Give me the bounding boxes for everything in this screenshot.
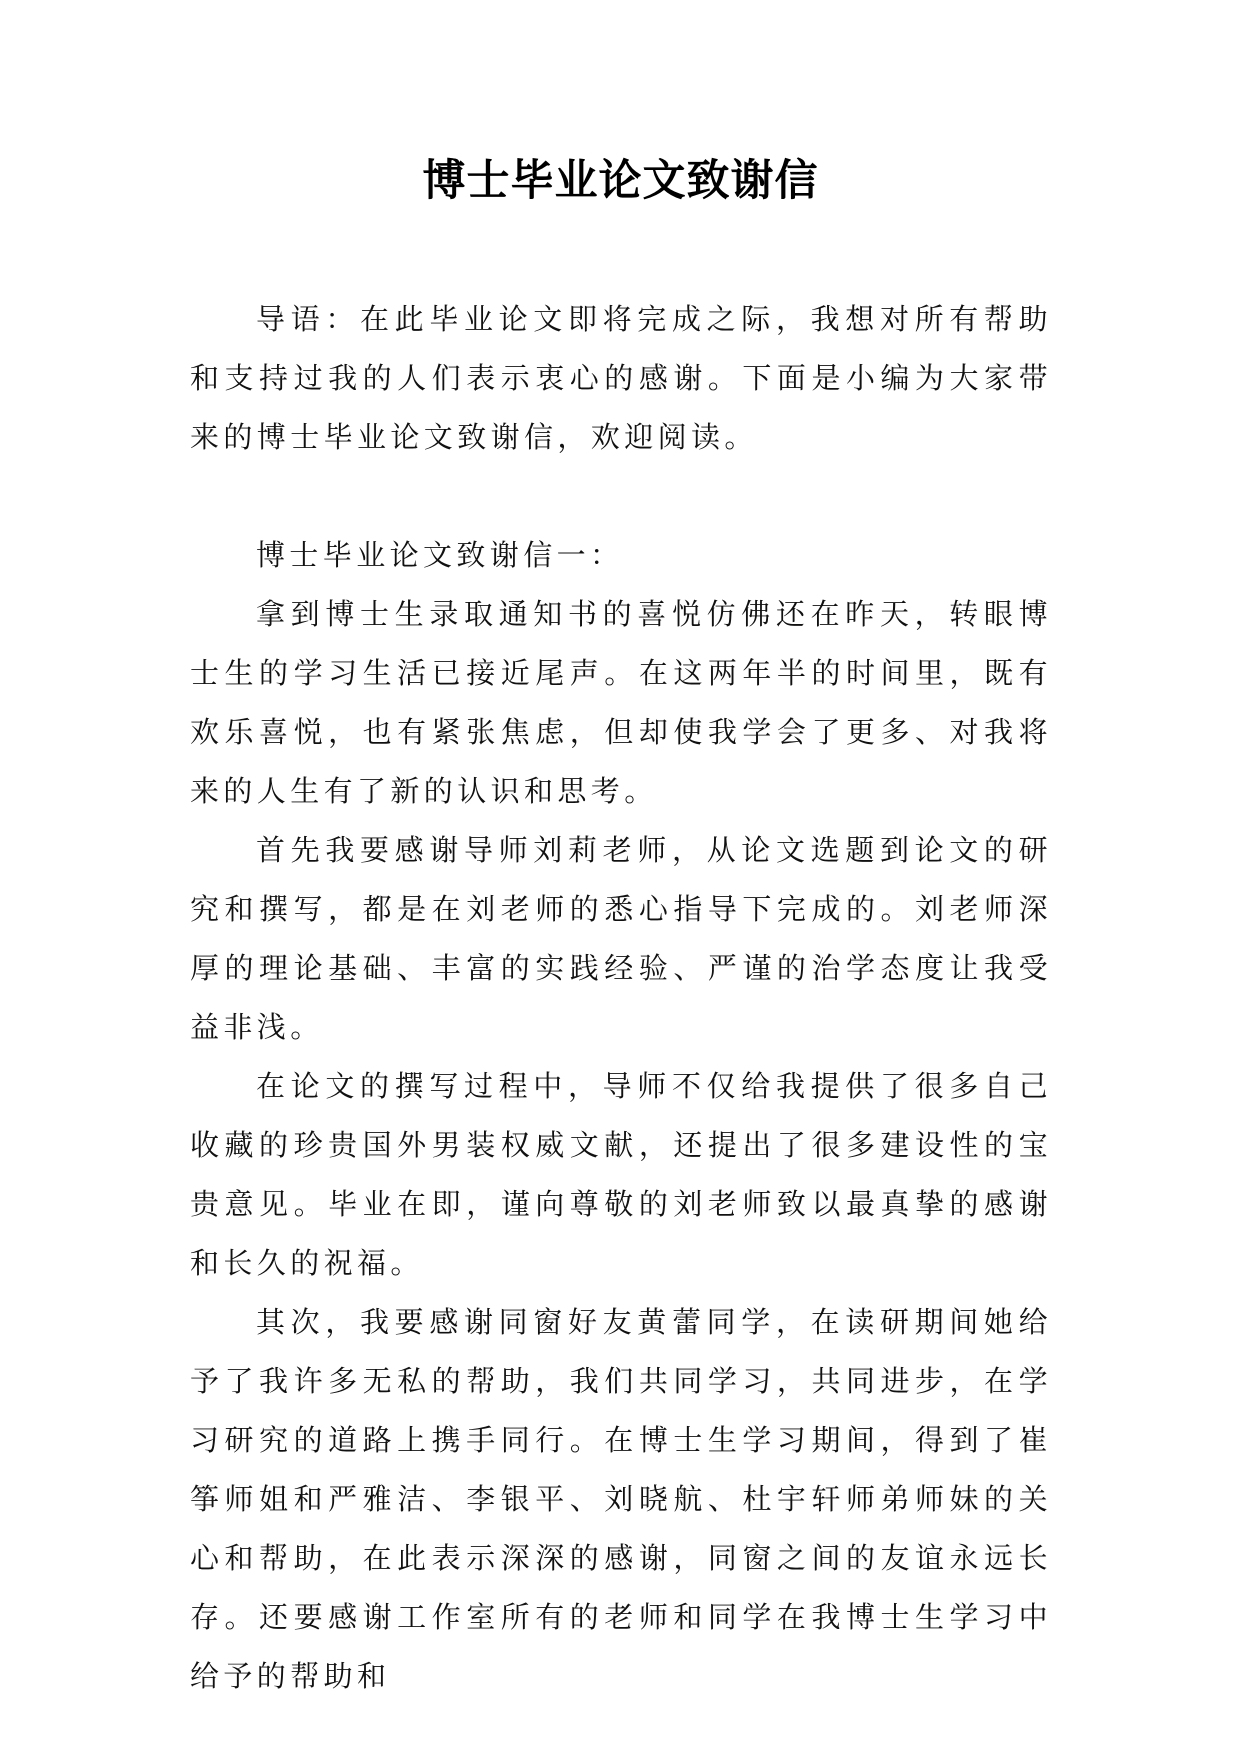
body-paragraph-1: 拿到博士生录取通知书的喜悦仿佛还在昨天，转眼博士生的学习生活已接近尾声。在这两年半的时间里，既有欢乐喜悦，也有紧张焦虑，但却使我学会了更多、对我将来的人生有了新的认识和思考。 [190,597,1052,808]
section-heading: 博士毕业论文致谢信一： [256,538,624,572]
body-paragraph-2: 首先我要感谢导师刘莉老师，从论文选题到论文的研究和撰写，都是在刘老师的悉心指导下完成的。刘老师深厚的理论基础、丰富的实践经验、严谨的治学态度让我受益非浅。 [190,833,1052,1044]
document-title: 博士毕业论文致谢信 [422,156,819,206]
document-body [190,290,1052,1706]
body-paragraph-4: 其次，我要感谢同窗好友黄蕾同学，在读研期间她给予了我许多无私的帮助，我们共同学习，共同进步，在学习研究的道路上携手同行。在博士生学习期间，得到了崔筝师姐和严雅洁、李银平、刘晓航、杜宇轩师弟师妹的关心和帮助，在此表示深深的感谢，同窗之间的友谊永远长存。还要感谢工作室所有的老师和同学在我博士生学习中给予的帮助和 [190,1305,1052,1693]
paragraph-spacer [190,467,1052,526]
body-paragraph-3: 在论文的撰写过程中，导师不仅给我提供了很多自己收藏的珍贵国外男装权威文献，还提出了很多建设性的宝贵意见。毕业在即，谨向尊敬的刘老师致以最真挚的感谢和长久的祝福。 [190,1069,1052,1280]
intro-paragraph: 导语：在此毕业论文即将完成之际，我想对所有帮助和支持过我的人们表示衷心的感谢。下面是小编为大家带来的博士毕业论文致谢信，欢迎阅读。 [190,302,1052,454]
